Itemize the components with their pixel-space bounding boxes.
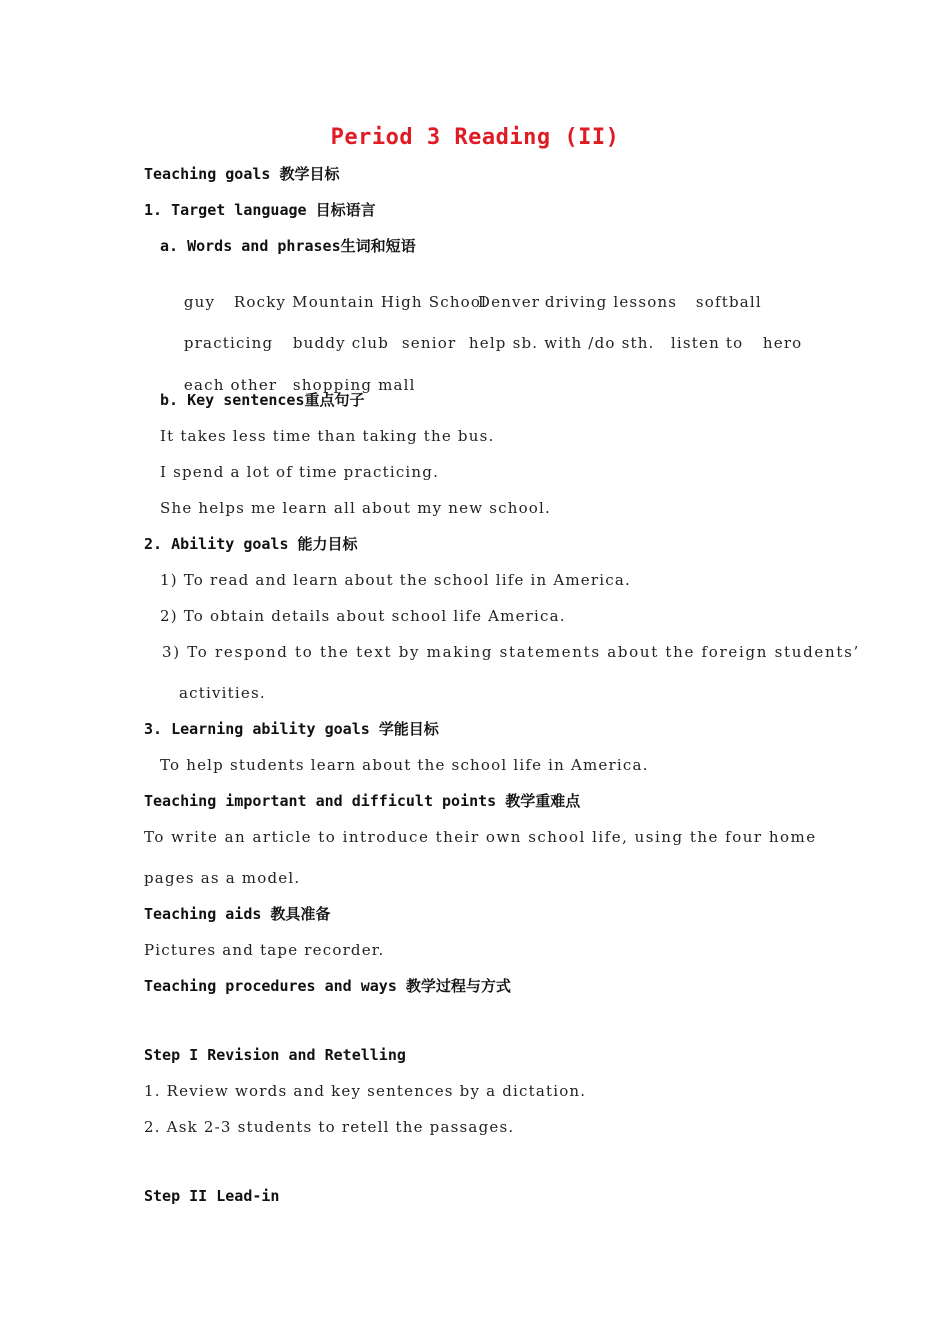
ability-goal-item: 3) To respond to the text by making statements about the foreign students’ [162, 643, 860, 661]
ability-goals-heading: 2. Ability goals 能力目标 [144, 535, 358, 553]
important-points-text: To write an article to introduce their own school life, using the four home [144, 828, 817, 846]
words-phrases-heading: a. Words and phrases生词和短语 [160, 237, 416, 255]
vocab-item: each other [183, 376, 278, 394]
ability-goal-continuation: activities. [179, 684, 266, 702]
vocab-item: help sb. with /do sth. [468, 334, 655, 352]
step1-item: 1. Review words and key sentences by a dictation. [144, 1082, 587, 1100]
vocab-item: Rocky Mountain High School [233, 293, 488, 311]
important-points-heading: Teaching important and difficult points 教学重难点 [144, 792, 581, 810]
ability-goal-item: 2) To obtain details about school life America. [160, 607, 566, 625]
important-points-text: pages as a model. [144, 869, 301, 887]
step1-heading: Step I Revision and Retelling [144, 1046, 406, 1064]
teaching-aids-heading: Teaching aids 教具准备 [144, 905, 331, 923]
teaching-aids-text: Pictures and tape recorder. [144, 941, 385, 959]
key-sentence: She helps me learn all about my new school. [160, 499, 552, 517]
step2-heading: Step II Lead-in [144, 1187, 280, 1205]
key-sentence: It takes less time than taking the bus. [160, 427, 495, 445]
vocab-item: practicing [183, 334, 274, 352]
vocab-item: softball [695, 293, 762, 311]
key-sentence: I spend a lot of time practicing. [160, 463, 440, 481]
learning-ability-goals-heading: 3. Learning ability goals 学能目标 [144, 720, 439, 738]
step1-item: 2. Ask 2-3 students to retell the passages. [144, 1118, 515, 1136]
vocab-item: guy [183, 293, 216, 311]
ability-goal-item: 1) To read and learn about the school life in America. [160, 571, 631, 589]
vocab-item: Denver [477, 293, 541, 311]
target-language-heading: 1. Target language 目标语言 [144, 201, 376, 219]
procedures-heading: Teaching procedures and ways 教学过程与方式 [144, 977, 511, 995]
vocab-item: buddy club [292, 334, 390, 352]
vocab-item: senior [401, 334, 457, 352]
vocab-item: hero [762, 334, 803, 352]
vocab-item: driving lessons [544, 293, 678, 311]
learning-ability-goals-text: To help students learn about the school life in America. [160, 756, 649, 774]
vocab-item: shopping mall [292, 376, 416, 394]
key-sentences-heading: b. Key sentences重点句子 [160, 391, 365, 409]
page-title: Period 3 Reading (II) [330, 125, 620, 150]
vocab-item: listen to [670, 334, 744, 352]
teaching-goals-heading: Teaching goals 教学目标 [144, 165, 340, 183]
